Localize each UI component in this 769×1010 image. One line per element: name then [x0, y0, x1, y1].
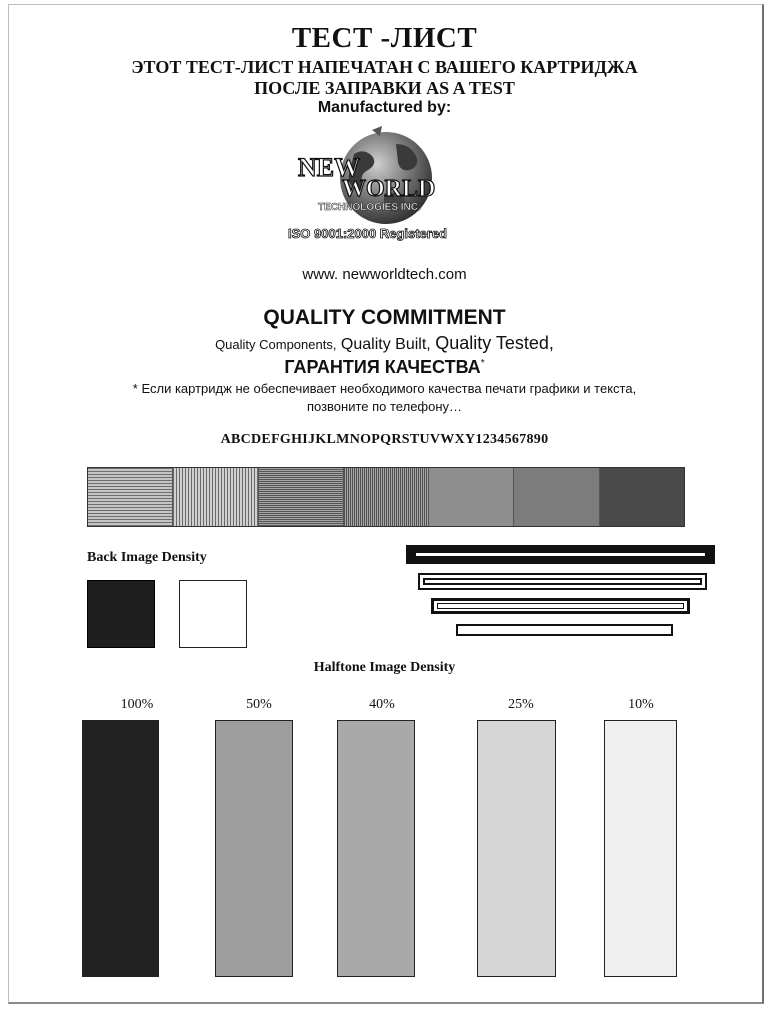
line-bar-1: [406, 545, 715, 564]
halftone-percent-50: 50%: [246, 697, 272, 712]
back-density-label: Back Image Density: [87, 550, 207, 565]
quality-heading: QUALITY COMMITMENT: [263, 306, 506, 329]
quality-line: [0, 333, 769, 354]
newworld-logo: [284, 124, 484, 246]
note-line-2: позвоните по телефону…: [306, 399, 463, 414]
pattern-block: [173, 468, 258, 526]
halftone-bar-40: [337, 720, 415, 977]
guarantee-note: [0, 380, 769, 416]
pattern-block: [259, 468, 344, 526]
black-density-square: [87, 580, 155, 648]
halftone-bar-10: [604, 720, 677, 977]
logo-world-text: WORLD: [342, 176, 436, 202]
halftone-bar-25: [477, 720, 556, 977]
pattern-block: [600, 468, 684, 526]
halftone-label: Halftone Image Density: [313, 660, 456, 675]
subtitle-line-1: ЭТОТ ТЕСТ-ЛИСТ НАПЕЧАТАН С ВАШЕГО КАРТРИДЖА: [131, 57, 638, 77]
quality-tested: Quality Tested,: [435, 333, 554, 353]
line-bar-2: [418, 573, 707, 590]
white-density-square: [179, 580, 247, 648]
halftone-percent-10: 10%: [628, 697, 654, 712]
pattern-block: [344, 468, 429, 526]
logo-new-text: NEW: [298, 153, 361, 182]
guarantee-text: ГАРАНТИЯ КАЧЕСТВА: [284, 357, 481, 377]
subtitle-line-2: ПОСЛЕ ЗАПРАВКИ AS A TEST: [254, 78, 515, 98]
halftone-percent-100: 100%: [120, 697, 154, 712]
quality-components: Quality Components,: [215, 337, 337, 352]
page-title: ТЕСТ -ЛИСТ: [291, 22, 478, 54]
guarantee-heading: [0, 357, 769, 378]
halftone-percent-25: 25%: [508, 697, 534, 712]
line-bar-4: [456, 624, 673, 636]
logo-iso-text: ISO 9001:2000 Registered: [288, 226, 447, 241]
pattern-block: [88, 468, 173, 526]
note-line-1: * Если картридж не обеспечивает необходимого качества печати графики и текста,: [132, 381, 637, 396]
halftone-percent-40: 40%: [369, 697, 395, 712]
alphabet-line: ABCDEFGHIJKLMNOPQRSTUVWXY1234567890: [220, 432, 549, 447]
pattern-block: [429, 468, 514, 526]
halftone-bar-100: [82, 720, 159, 977]
guarantee-asterisk: *: [480, 358, 485, 369]
quality-built: Quality Built,: [340, 336, 431, 353]
logo-tech-text: TECHNOLOGIES INC.: [318, 202, 421, 213]
line-bar-3: [431, 598, 690, 614]
pattern-strip: [87, 467, 685, 527]
website-url: www. newworldtech.com: [302, 266, 467, 283]
pattern-block: [514, 468, 599, 526]
halftone-bar-50: [215, 720, 293, 977]
manufactured-by: Manufactured by:: [317, 99, 452, 116]
